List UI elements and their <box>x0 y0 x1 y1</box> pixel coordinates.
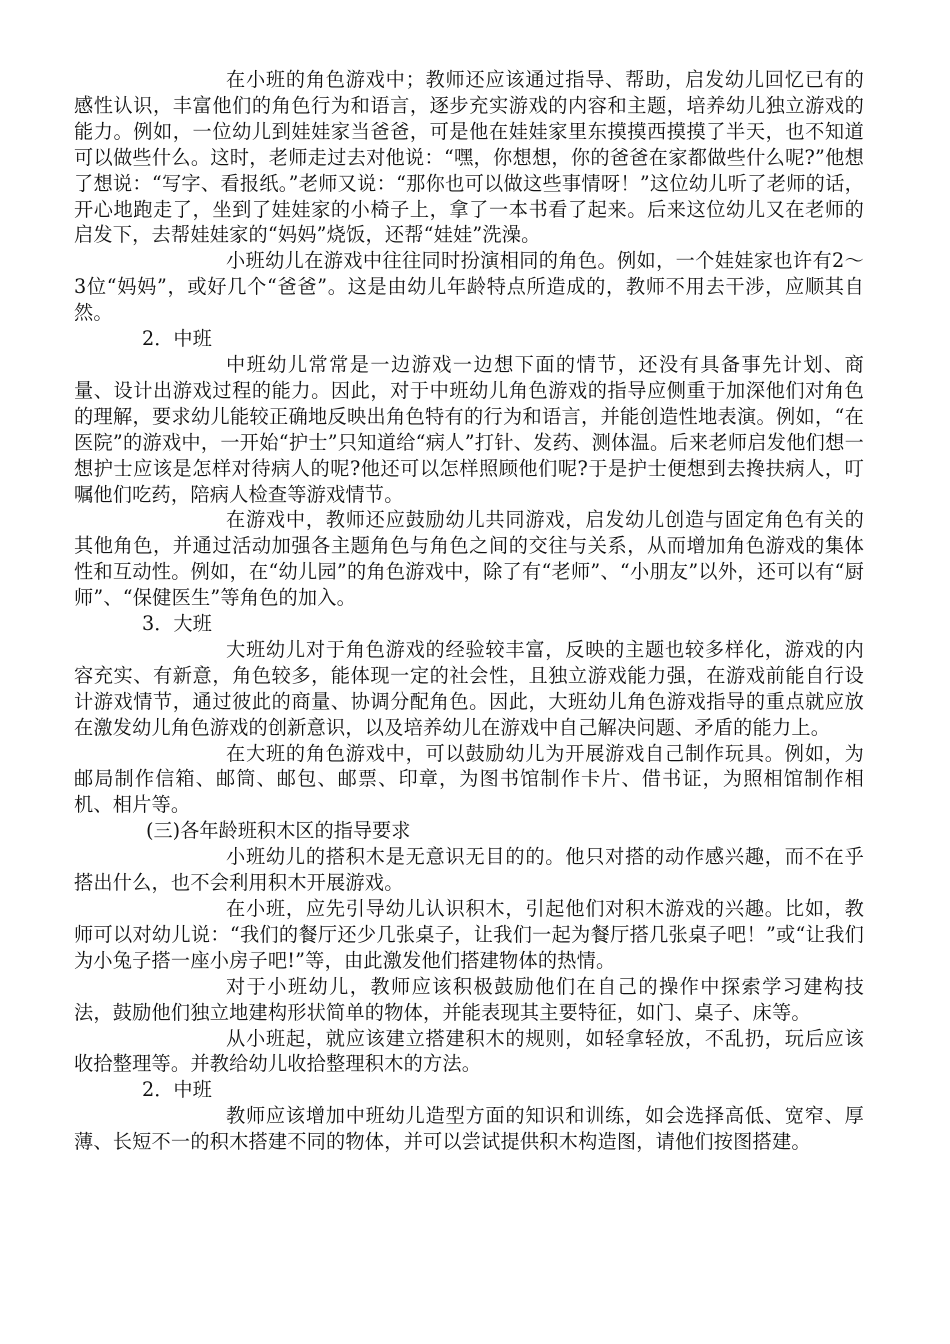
paragraph: 教师应该增加中班幼儿造型方面的知识和训练，如会选择高低、宽窄、厚薄、长短不一的积木搭建不同的物体，并可以尝试提供积木构造图，请他们按图搭建。 <box>74 1104 864 1154</box>
paragraph: 中班幼儿常常是一边游戏一边想下面的情节，还没有具备事先计划、商量、设计出游戏过程的能力。因此，对于中班幼儿角色游戏的指导应侧重于加深他们对角色的理解，要求幼儿能较正确地反映出角色特有的行为和语言，并能创造性地表演。例如，“在医院”的游戏中，一开始“护士”只知道给“病人”打针、发药、测体温。后来老师启发他们想一想护士应该是怎样对待病人的呢?他还可以怎样照顾他们呢?于是护士便想到去搀扶病人，叮嘱他们吃药，陪病人检查等游戏情节。 <box>74 352 864 506</box>
paragraph: 在小班，应先引导幼儿认识积木，引起他们对积木游戏的兴趣。比如，教师可以对幼儿说：“我们的餐厅还少几张桌子，让我们一起为餐厅搭几张桌子吧！”或“让我们为小兔子搭一座小房子吧!”等，由此激发他们搭建物体的热情。 <box>74 897 864 972</box>
paragraph: 小班幼儿的搭积木是无意识无目的的。他只对搭的动作感兴趣，而不在乎搭出什么，也不会利用积木开展游戏。 <box>74 845 864 895</box>
paragraph: 大班幼儿对于角色游戏的经验较丰富，反映的主题也较多样化，游戏的内容充实、有新意，角色较多，能体现一定的社会性，且独立游戏能力强，在游戏前能自行设计游戏情节，通过彼此的商量、协调分配角色。因此，大班幼儿角色游戏指导的重点就应放在激发幼儿角色游戏的创新意识，以及培养幼儿在游戏中自己解决问题、矛盾的能力上。 <box>74 637 864 739</box>
paragraph: 在游戏中，教师还应鼓励幼儿共同游戏，启发幼儿创造与固定角色有关的其他角色，并通过活动加强各主题角色与角色之间的交往与关系，从而增加角色游戏的集体性和互动性。例如，在“幼儿园”的角色游戏中，除了有“老师”、“小朋友”以外，还可以有“厨师”、“保健医生”等角色的加入。 <box>74 508 864 610</box>
subsection-heading: 2．中班 <box>142 1078 212 1102</box>
paragraph: 对于小班幼儿，教师应该积极鼓励他们在自己的操作中探索学习建构技法，鼓励他们独立地建构形状简单的物体，并能表现其主要特征，如门、桌子、床等。 <box>74 974 864 1024</box>
document-page <box>74 67 864 1155</box>
paragraph: 小班幼儿在游戏中往往同时扮演相同的角色。例如，一个娃娃家也许有2～3位“妈妈”，或好几个“爸爸”。这是由幼儿年龄特点所造成的，教师不用去干涉，应顺其自然。 <box>74 249 864 325</box>
subsection-heading: 3．大班 <box>142 612 212 636</box>
paragraph: 在小班的角色游戏中；教师还应该通过指导、帮助，启发幼儿回忆已有的感性认识，丰富他们的角色行为和语言，逐步充实游戏的内容和主题，培养幼儿独立游戏的能力。例如，一位幼儿到娃娃家当爸爸，可是他在娃娃家里东摸摸西摸摸了半天，也不知道可以做些什么。这时，老师走过去对他说：“嘿，你想想，你的爸爸在家都做些什么呢?”他想了想说：“写字、看报纸。”老师又说：“那你也可以做这些事情呀！”这位幼儿听了老师的话，开心地跑走了，坐到了娃娃家的小椅子上，拿了一本书看了起来。后来这位幼儿又在老师的启发下，去帮娃娃家的“妈妈”烧饭，还帮“娃娃”洗澡。 <box>74 68 864 247</box>
section-heading: (三)各年龄班积木区的指导要求 <box>146 819 411 843</box>
paragraph: 在大班的角色游戏中，可以鼓励幼儿为开展游戏自己制作玩具。例如，为邮局制作信箱、邮筒、邮包、邮票、印章，为图书馆制作卡片、借书证，为照相馆制作相机、相片等。 <box>74 741 864 817</box>
subsection-heading: 2．中班 <box>142 327 212 351</box>
paragraph: 从小班起，就应该建立搭建积木的规则，如轻拿轻放，不乱扔，玩后应该收拾整理等。并教给幼儿收拾整理积木的方法。 <box>74 1026 864 1076</box>
